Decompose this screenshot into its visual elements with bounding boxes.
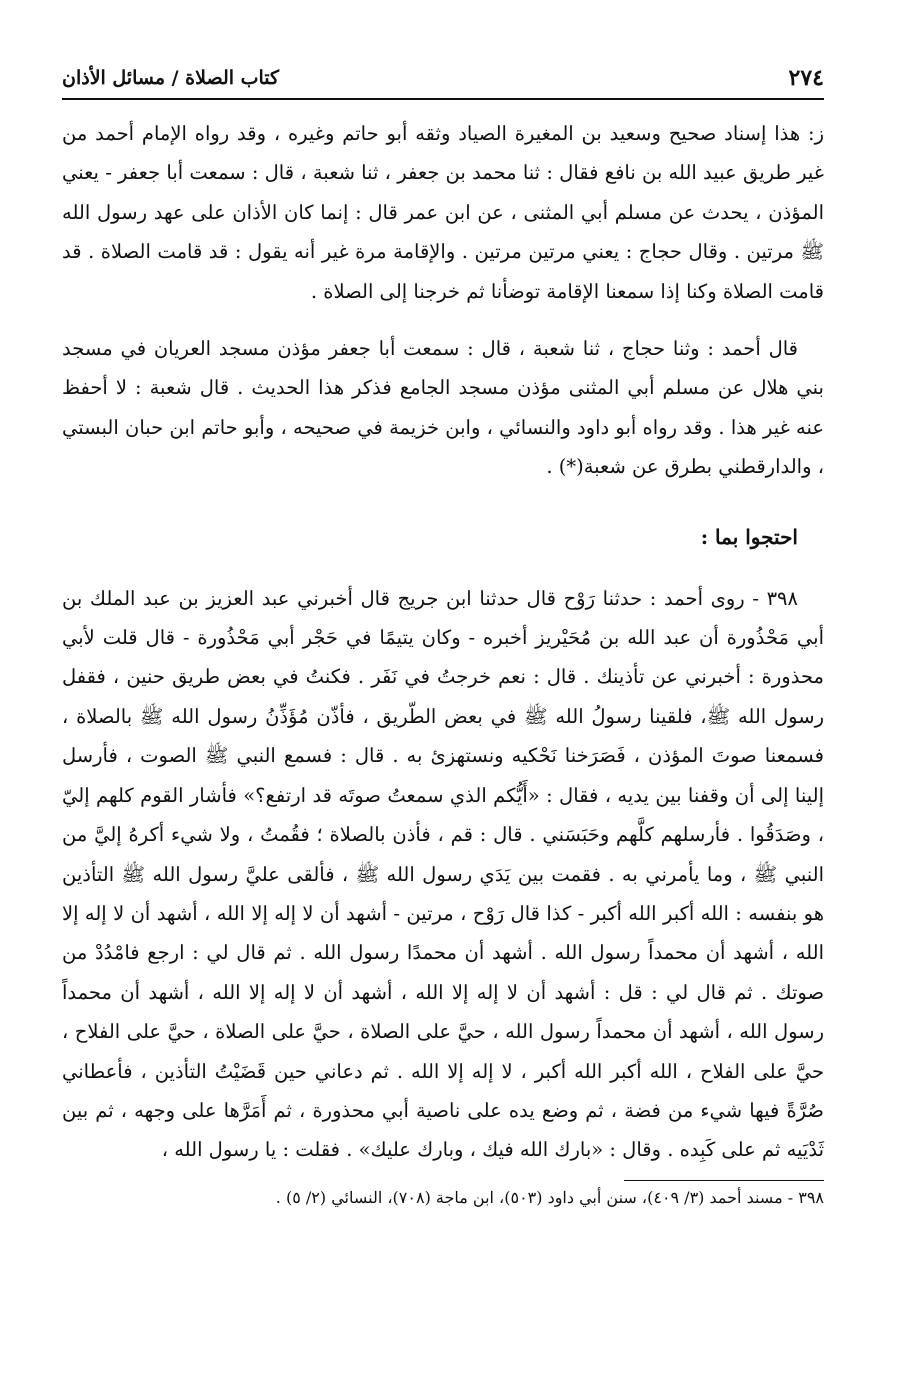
- page-number: ٢٧٤: [788, 65, 824, 91]
- section-heading: احتجوا بما :: [700, 524, 798, 549]
- paragraph-hadith-398: ٣٩٨ - روى أحمد : حدثنا رَوْح قال حدثنا ابن جريج قال أخبرني عبد العزيز بن عبد الملك بن أبي مَحْذُورة أن عبد الله بن مُحَيْريز أخبره - وكان يتيمًا في حَجْر أبي مَحْذُورة - قال قلت لأبي محذورة : أخبرني عن تأذينك . قال : نعم خرجتُ في نَفَر . فكنتُ في بعض طريق حنين ، فقفل رسول الله ﷺ، فلقينا رسولُ الله ﷺ في بعض الطّريق ، فأذّن مُؤَذِّنُ رسول الله ﷺ بالصلاة ، فسمعنا صوتَ المؤذن ، فَصَرَخنا نَحْكيه ونستهزئ به . قال : فسمع النبي ﷺ الصوت ، فأرسل إلينا إلى أن وقفنا بين يديه ، فقال : «أَيُّكم الذي سمعتُ صوتَه قد ارتفع؟» فأشار القوم كلهم إليّ ، وصَدَقُوا . فأرسلهم كلَّهم وحَبَسَني . قال : قم ، فأذن بالصلاة ؛ فقُمتُ ، ولا شيء أكرهُ إليَّ من النبي ﷺ ، وما يأمرني به . فقمت بين يَدَي رسول الله ﷺ ، فألقى عليَّ رسول الله ﷺ التأذين هو بنفسه : الله أكبر الله أكبر - كذا قال رَوْح ، مرتين - أشهد أن لا إله إلا الله ، أشهد أن لا إله إلا الله ، أشهد أن محمداً رسول الله . أشهد أن محمدًا رسول الله . ثم قال لي : ارجع فامْدُدْ من صوتك . ثم قال لي : قل : أشهد أن لا إله إلا الله ، أشهد أن لا إله إلا الله ، أشهد أن محمداً رسول الله ، أشهد أن محمداً رسول الله ، حيَّ على الصلاة ، حيَّ على الصلاة ، حيَّ على الفلاح ، حيَّ على الفلاح ، الله أكبر الله أكبر ، لا إله إلا الله . ثم دعاني حين قَضَيْتُ التأذين ، فأعطاني صُرَّةً فيها شيء من فضة ، ثم وضع يده على ناصية أبي محذورة ، ثم أَمَرَّها على وجهه ، ثم بين ثَدْيَيه ثم على كَبِده . وقال : «بارك الله فيك ، وبارك عليك» . فقلت : يا رسول الله ،: [62, 586, 824, 1162]
- footnote-divider: [624, 1180, 824, 1181]
- running-title: كتاب الصلاة / مسائل الأذان: [62, 67, 280, 89]
- footnote: ٣٩٨ - مسند أحمد (٣/ ٤٠٩)، سنن أبي داود (٥٠٣)، ابن ماجة (٧٠٨)، النسائي (٢/ ٥) .: [275, 1187, 824, 1207]
- paragraph-ahmad-narration: قال أحمد : وثنا حجاج ، ثنا شعبة ، قال : سمعت أبا جعفر مؤذن مسجد العريان في مسجد بني هلال عن مسلم أبي المثنى مؤذن مسجد الجامع فذكر هذا الحديث . قال شعبة : لا أحفظ عنه غير هذا . وقد رواه أبو داود والنسائي ، وابن خزيمة في صحيحه ، وأبو حاتم ابن حبان البستي ، والدارقطني بطرق عن شعبة(*) .: [62, 337, 824, 479]
- page-header: [62, 58, 824, 100]
- book-page: [62, 58, 824, 1213]
- paragraph-commentary: ز: هذا إسناد صحيح وسعيد بن المغيرة الصياد وثقه أبو حاتم وغيره ، وقد رواه الإمام أحمد من غير طريق عبيد الله بن نافع فقال : ثنا محمد بن جعفر ، ثنا شعبة ، قال : سمعت أبا جعفر - يعني المؤذن ، يحدث عن مسلم أبي المثنى ، عن ابن عمر قال : إنما كان الأذان على عهد رسول الله ﷺ مرتين . وقال حجاج : يعني مرتين مرتين . والإقامة مرة غير أنه يقول : قد قامت الصلاة . قد قامت الصلاة وكنا إذا سمعنا الإقامة توضأنا ثم خرجنا إلى الصلاة .: [62, 122, 824, 303]
